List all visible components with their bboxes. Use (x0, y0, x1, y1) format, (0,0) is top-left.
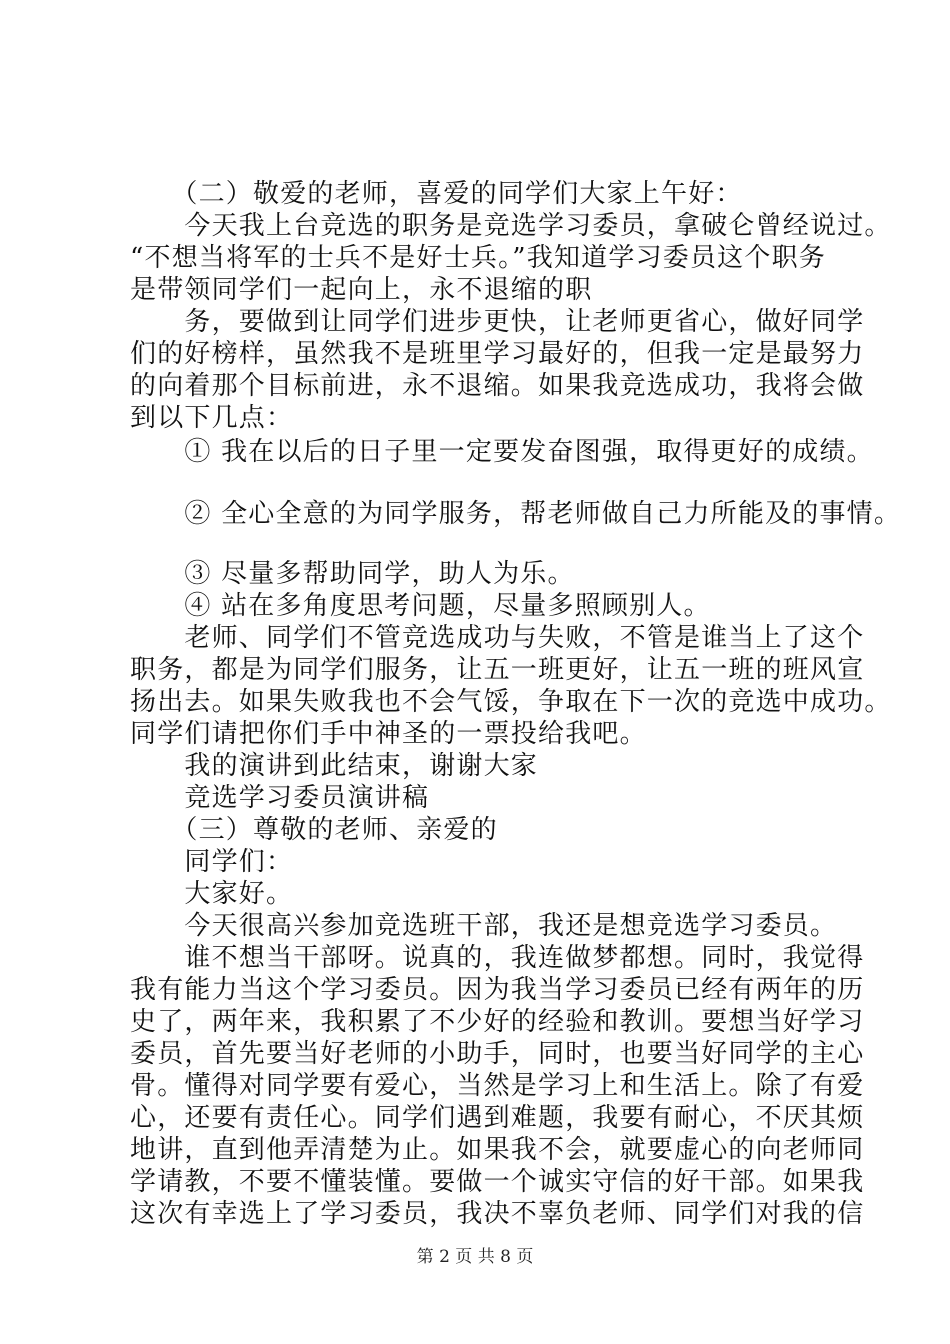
text-line: 我的演讲到此结束，谢谢大家 (130, 751, 539, 781)
text-line: 学请教，不要不懂装懂。要做一个诚实守信的好干部。如果我 (130, 1167, 865, 1197)
text-line: 务，要做到让同学们进步更快，让老师更省心，做好同学 (130, 307, 865, 337)
text-line: 到以下几点： (130, 403, 294, 433)
text-line: “不想当将军的士兵不是好士兵。”我知道学习委员这个职务 (130, 243, 826, 273)
text-line: 的向着那个目标前进，永不退缩。如果我竞选成功，我将会做 (130, 371, 865, 401)
text-line: （二）敬爱的老师，喜爱的同学们大家上午好： (130, 179, 743, 209)
text-line: 同学们请把你们手中神圣的一票投给我吧。 (130, 719, 647, 749)
text-line: （三）尊敬的老师、亲爱的 (130, 815, 498, 845)
text-line: 地讲，直到他弄清楚为止。如果我不会，就要虚心的向老师同 (130, 1135, 865, 1165)
text-line: 这次有幸选上了学习委员，我决不辜负老师、同学们对我的信 (130, 1199, 865, 1229)
text-line: 扬出去。如果失败我也不会气馁，争取在下一次的竞选中成功。 (130, 687, 892, 717)
numbered-item: ② 全心全意的为同学服务，帮老师做自己力所能及的事情。 (130, 499, 902, 529)
text-line: 今天我上台竞选的职务是竞选学习委员，拿破仑曾经说过。 (130, 211, 892, 241)
text-line: 委员，首先要当好老师的小助手，同时，也要当好同学的主心 (130, 1039, 865, 1069)
page-number-footer: 第 2 页 共 8 页 (416, 1247, 534, 1267)
text-line: 心，还要有责任心。同学们遇到难题，我要有耐心，不厌其烦 (130, 1103, 865, 1133)
text-line: 今天很高兴参加竞选班干部，我还是想竞选学习委员。 (130, 911, 838, 941)
text-line: 是带领同学们一起向上，永不退缩的职 (130, 275, 593, 305)
text-line: 职务，都是为同学们服务，让五一班更好，让五一班的班风宣 (130, 655, 865, 685)
numbered-item: ④ 站在多角度思考问题，尽量多照顾别人。 (130, 591, 711, 621)
text-line: 们的好榜样，虽然我不是班里学习最好的，但我一定是最努力 (130, 339, 865, 369)
text-line: 我有能力当这个学习委员。因为我当学习委员已经有两年的历 (130, 975, 865, 1005)
text-line: 老师、同学们不管竞选成功与失败，不管是谁当上了这个 (130, 623, 865, 653)
text-line: 谁不想当干部呀。说真的，我连做梦都想。同时，我觉得 (130, 943, 865, 973)
numbered-item: ① 我在以后的日子里一定要发奋图强，取得更好的成绩。 (130, 437, 874, 467)
text-line: 同学们： (130, 847, 294, 877)
text-line: 骨。懂得对同学要有爱心，当然是学习上和生活上。除了有爱 (130, 1071, 865, 1101)
text-line: 大家好。 (130, 879, 294, 909)
section-title: 竞选学习委员演讲稿 (130, 783, 430, 813)
numbered-item: ③ 尽量多帮助同学，助人为乐。 (130, 559, 575, 589)
text-line: 史了，两年来，我积累了不少好的经验和教训。要想当好学习 (130, 1007, 865, 1037)
